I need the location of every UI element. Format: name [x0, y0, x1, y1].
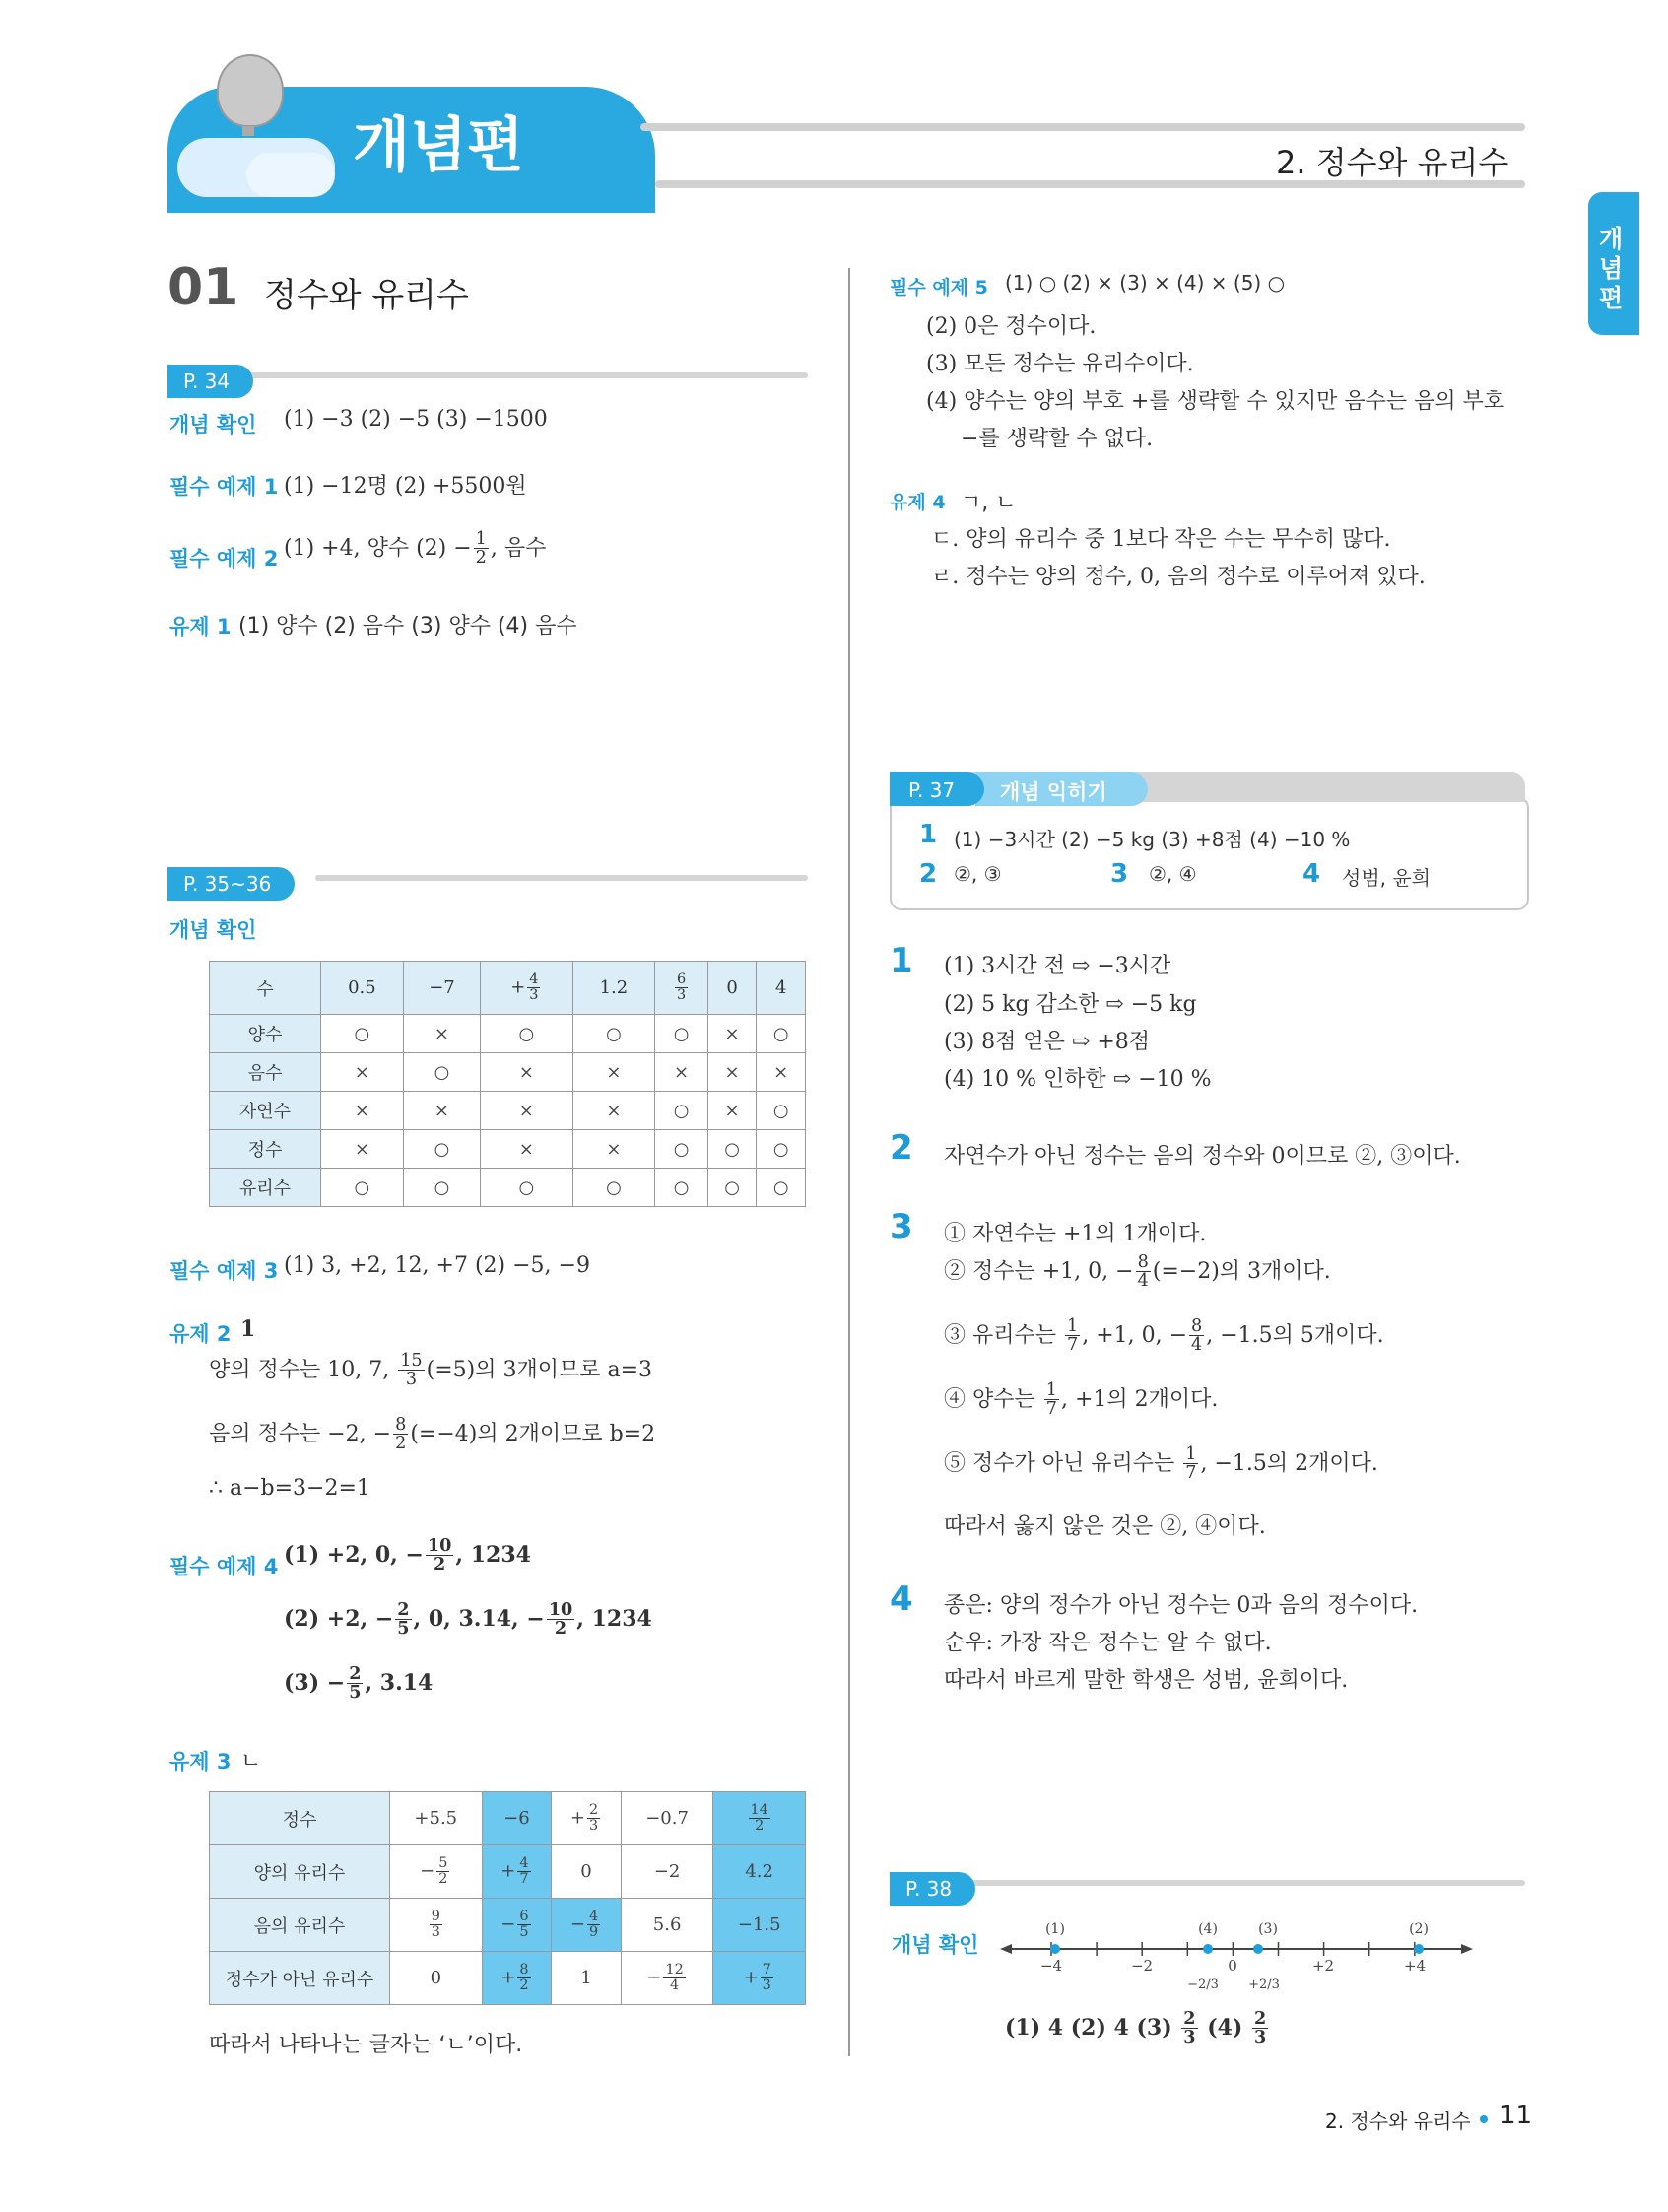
table-cell: ○ — [655, 1092, 707, 1130]
table-cell: ○ — [403, 1053, 480, 1092]
page-ref-bar-p34 — [167, 365, 808, 398]
solution-3-line-4: ④ 양수는 $\frac{1}{7}$ , +1의 2개이다. — [944, 1380, 1219, 1420]
table-cell: × — [403, 1092, 480, 1130]
point-dot-2 — [1414, 1944, 1424, 1954]
section-number: 01 — [167, 258, 239, 317]
box-answer-2: ②, ③ — [954, 862, 1002, 886]
point-label-1: (1) — [1045, 1921, 1065, 1937]
concept-check-label-3: 개념 확인 — [892, 1933, 979, 1957]
classification-table — [209, 961, 806, 1207]
practice-4-line-2: ㄹ. 정수는 양의 정수, 0, 음의 정수로 이루어져 있다. — [931, 565, 1426, 589]
example-5-line-4: (4) 양수는 양의 부호 +를 생략할 수 있지만 음수는 음의 부호 — [926, 389, 1505, 414]
table-row — [210, 1169, 806, 1207]
example-4-row-1: (1) +2, 0, − $\frac{10}{2}$ , 1234 — [284, 1535, 531, 1575]
box-num-4: 4 — [1302, 859, 1321, 889]
table-cell: ○ — [757, 1169, 806, 1207]
chapter-title: 2. 정수와 유리수 — [1276, 144, 1509, 181]
letter-table — [209, 1791, 806, 2005]
solution-4-number: 4 — [890, 1579, 913, 1619]
table-row — [210, 1130, 806, 1169]
table-cell: × — [481, 1130, 572, 1169]
solution-1-line-2: (2) 5 kg 감소한 ⇨ −5 kg — [944, 992, 1197, 1017]
practice-1-answer: (1) 양수 (2) 음수 (3) 양수 (4) 음수 — [238, 614, 577, 638]
solution-1-number: 1 — [890, 941, 913, 980]
example-4-label: 필수 예제 4 — [169, 1555, 279, 1578]
p37-box — [890, 796, 1529, 910]
table-cell: 5.6 — [621, 1899, 713, 1952]
practice-2-answer: 1 — [240, 1316, 256, 1342]
example-1-label: 필수 예제 1 — [169, 475, 279, 499]
solution-4-line-3: 따라서 바르게 말한 학생은 성범, 윤희이다. — [944, 1668, 1349, 1693]
table-cell: ○ — [655, 1015, 707, 1053]
tick-label-pos4: +4 — [1403, 1957, 1427, 1975]
number-line — [1000, 1911, 1473, 2010]
footer-dot-icon — [1480, 2115, 1488, 2123]
table-cell: × — [707, 1053, 757, 1092]
table-cell: ○ — [707, 1169, 757, 1207]
table-cell: 0 — [552, 1845, 622, 1899]
table-cell: $\frac{9}{3}$ — [390, 1899, 483, 1952]
solution-3-number: 3 — [890, 1207, 913, 1246]
tick-label-zero: 0 — [1228, 1957, 1237, 1975]
table-cell: ○ — [321, 1015, 404, 1053]
table-cell: ○ — [655, 1130, 707, 1169]
tick-label-pos2: +2 — [1311, 1957, 1335, 1975]
row-header-cell: 양수 — [210, 1015, 321, 1053]
table-cell: 0 — [390, 1952, 483, 2005]
balloon-basket-icon — [242, 126, 254, 136]
example-5-line-3: (3) 모든 정수는 유리수이다. — [926, 352, 1194, 376]
solution-1-line-1: (1) 3시간 전 ⇨ −3시간 — [944, 954, 1171, 978]
example-4-row-3: (3) − $\frac{2}{5}$ , 3.14 — [284, 1663, 434, 1704]
side-tab-label: 개념편 — [1599, 225, 1624, 312]
table-row — [210, 1792, 806, 1845]
example-5-line-2: (2) 0은 정수이다. — [926, 314, 1097, 339]
table-row — [210, 1952, 806, 2005]
table-header-cell: 1.2 — [572, 962, 655, 1015]
solution-3-line-1: ① 자연수는 +1의 1개이다. — [944, 1222, 1207, 1246]
tick-label-neg4: −4 — [1039, 1957, 1063, 1975]
table-cell: + $\frac{4}{7}$ — [482, 1845, 552, 1899]
table-cell: × — [321, 1053, 404, 1092]
table-cell: − $\frac{4}{9}$ — [552, 1899, 622, 1952]
table-cell: + $\frac{2}{3}$ — [552, 1792, 622, 1845]
row-header-cell: 정수 — [210, 1792, 390, 1845]
box-answer-1: (1) −3시간 (2) −5 kg (3) +8점 (4) −10 % — [954, 828, 1351, 851]
section-title: 정수와 유리수 — [264, 276, 469, 315]
table-cell: ○ — [403, 1169, 480, 1207]
table-row — [210, 1899, 806, 1952]
frac-label-neg: −2/3 — [1187, 1977, 1219, 1992]
table-cell: ○ — [481, 1015, 572, 1053]
table-cell: ○ — [757, 1130, 806, 1169]
practice-3-answer: ㄴ — [240, 1749, 262, 1774]
row-header-cell: 양의 유리수 — [210, 1845, 390, 1899]
table-cell: −2 — [621, 1845, 713, 1899]
table-cell: ○ — [572, 1015, 655, 1053]
practice-4-line-1: ㄷ. 양의 유리수 중 1보다 작은 수는 무수히 많다. — [931, 527, 1391, 552]
page-ref-p38: P. 38 — [890, 1872, 975, 1906]
table-cell: × — [655, 1053, 707, 1092]
example-5-line-5: −를 생략할 수 없다. — [961, 427, 1154, 451]
table-cell: +5.5 — [390, 1792, 483, 1845]
example-3-label: 필수 예제 3 — [169, 1259, 279, 1283]
header-line-top — [640, 123, 1525, 131]
table-cell: × — [321, 1092, 404, 1130]
table-cell: × — [481, 1092, 572, 1130]
point-dot-3 — [1253, 1944, 1263, 1954]
number-line-arrow-right — [1461, 1944, 1473, 1954]
box-num-1: 1 — [919, 820, 938, 849]
table-header-cell: 0 — [707, 962, 757, 1015]
table-cell: × — [481, 1053, 572, 1092]
footer-page-number: 11 — [1500, 2101, 1533, 2130]
table-cell: + $\frac{8}{2}$ — [482, 1952, 552, 2005]
table-cell: + $\frac{7}{3}$ — [713, 1952, 806, 2005]
cloud-decoration-2 — [246, 153, 335, 197]
banner-title: 개념편 — [353, 111, 524, 180]
practice-2-line-2: 음의 정수는 −2, − $\frac{8}{2}$ (=−4)의 2개이므로 b=2 — [209, 1415, 656, 1454]
page-ref-p37: P. 37 — [908, 778, 956, 802]
practice-2-line-3: ∴ a−b=3−2=1 — [209, 1476, 370, 1501]
table-cell: ○ — [757, 1092, 806, 1130]
page-ref-p35: P. 35~36 — [167, 867, 295, 901]
solution-3-line-6: 따라서 옳지 않은 것은 ②, ④이다. — [944, 1514, 1266, 1539]
practice-4-label: 유제 4 — [890, 492, 946, 513]
table-cell: × — [572, 1130, 655, 1169]
box-num-2: 2 — [919, 859, 938, 889]
p37-tab-label: 개념 익히기 — [1000, 780, 1107, 804]
practice-3-conclusion: 따라서 나타나는 글자는 ‘ㄴ’이다. — [209, 2033, 523, 2057]
solution-4-line-2: 순우: 가장 작은 정수는 알 수 없다. — [944, 1631, 1272, 1655]
practice-1-label: 유제 1 — [169, 615, 232, 638]
example-2-label: 필수 예제 2 — [169, 547, 279, 570]
page-ref-bar-p38 — [890, 1872, 1525, 1906]
row-header-cell: 유리수 — [210, 1169, 321, 1207]
practice-4-answer: ㄱ, ㄴ — [961, 491, 1017, 515]
balloon-icon — [217, 54, 284, 127]
number-line-arrow-left — [1000, 1944, 1012, 1954]
solution-3-line-2: ② 정수는 +1, 0, − $\frac{8}{4}$ (=−2)의 3개이다. — [944, 1252, 1331, 1292]
table-header-cell: $\frac{6}{3}$ — [655, 962, 707, 1015]
concept-check-label-2: 개념 확인 — [169, 918, 257, 942]
box-answer-3: ②, ④ — [1149, 862, 1197, 886]
column-divider — [848, 268, 850, 2056]
table-cell: × — [707, 1015, 757, 1053]
table-cell: ○ — [321, 1169, 404, 1207]
table-cell: −0.7 — [621, 1792, 713, 1845]
table-cell: × — [572, 1053, 655, 1092]
page-ref-bar-p35 — [167, 867, 808, 901]
table-cell: × — [572, 1092, 655, 1130]
table-header-cell: 수 — [210, 962, 321, 1015]
row-header-cell: 정수 — [210, 1130, 321, 1169]
box-num-3: 3 — [1110, 859, 1129, 889]
table-cell: ○ — [481, 1169, 572, 1207]
table-row — [210, 1015, 806, 1053]
solution-1-line-3: (3) 8점 얻은 ⇨ +8점 — [944, 1030, 1151, 1054]
row-header-cell: 음의 유리수 — [210, 1899, 390, 1952]
table-cell: × — [403, 1015, 480, 1053]
table-cell: 1 — [552, 1952, 622, 2005]
table-header-cell: 0.5 — [321, 962, 404, 1015]
row-header-cell: 음수 — [210, 1053, 321, 1092]
table-cell: ○ — [655, 1169, 707, 1207]
solution-3-line-3: ③ 유리수는 $\frac{1}{7}$ , +1, 0, − $\frac{8}{4}$ , −1.5의 5개이다. — [944, 1316, 1384, 1356]
table-cell: ○ — [403, 1130, 480, 1169]
point-label-3: (3) — [1258, 1921, 1278, 1937]
table-cell: × — [757, 1053, 806, 1092]
page-ref-p34: P. 34 — [167, 365, 253, 398]
example-1-answer: (1) −12명 (2) +5500원 — [284, 474, 527, 499]
p38-answers: (1) 4 (2) 4 (3) $\frac{2}{3}$ (4) $\frac{2}{3}$ — [1005, 2008, 1267, 2048]
point-dot-1 — [1050, 1944, 1060, 1954]
table-row — [210, 1845, 806, 1899]
solution-3-line-5: ⑤ 정수가 아닌 유리수는 $\frac{1}{7}$ , −1.5의 2개이다. — [944, 1444, 1378, 1484]
table-cell: ○ — [707, 1130, 757, 1169]
point-label-2: (2) — [1409, 1921, 1429, 1937]
concept-check-label: 개념 확인 — [169, 413, 257, 436]
example-4-row-2: (2) +2, − $\frac{2}{5}$ , 0, 3.14, − $\frac{10}{2}$ , 1234 — [284, 1599, 652, 1640]
example-5-answer: (1) ○ (2) × (3) × (4) × (5) ○ — [1005, 271, 1286, 295]
example-2-answer: (1) +4, 양수 (2) − $\frac{1}{2}$ , 음수 — [284, 529, 547, 569]
table-cell: − $\frac{5}{2}$ — [390, 1845, 483, 1899]
table-row — [210, 1053, 806, 1092]
box-answer-4: 성범, 윤희 — [1342, 866, 1431, 890]
table-header-cell: 4 — [757, 962, 806, 1015]
table-cell: $\frac{14}{2}$ — [713, 1792, 806, 1845]
table-cell: −1.5 — [713, 1899, 806, 1952]
table-cell: ○ — [572, 1169, 655, 1207]
concept-check-answer: (1) −3 (2) −5 (3) −1500 — [284, 407, 548, 432]
table-cell: −6 — [482, 1792, 552, 1845]
solution-2-text: 자연수가 아닌 정수는 음의 정수와 0이므로 ②, ③이다. — [944, 1144, 1461, 1169]
frac-label-pos: +2/3 — [1248, 1977, 1280, 1992]
table-cell: × — [321, 1130, 404, 1169]
table-header-cell: + $\frac{4}{3}$ — [481, 962, 572, 1015]
table-cell: − $\frac{12}{4}$ — [621, 1952, 713, 2005]
table-cell: − $\frac{6}{5}$ — [482, 1899, 552, 1952]
example-5-label: 필수 예제 5 — [890, 277, 988, 299]
practice-3-label: 유제 3 — [169, 1750, 232, 1774]
tick-label-neg2: −2 — [1130, 1957, 1154, 1975]
point-dot-4 — [1203, 1944, 1213, 1954]
solution-4-line-1: 종은: 양의 정수가 아닌 정수는 0과 음의 정수이다. — [944, 1593, 1419, 1618]
table-row — [210, 1092, 806, 1130]
solution-2-number: 2 — [890, 1128, 913, 1168]
table-cell: 4.2 — [713, 1845, 806, 1899]
example-3-answer: (1) 3, +2, 12, +7 (2) −5, −9 — [284, 1253, 590, 1278]
table-cell: ○ — [757, 1015, 806, 1053]
row-header-cell: 자연수 — [210, 1092, 321, 1130]
footer-chapter: 2. 정수와 유리수 — [1325, 2110, 1471, 2133]
point-label-4: (4) — [1198, 1921, 1218, 1937]
table-header-cell: −7 — [403, 962, 480, 1015]
solution-1-line-4: (4) 10 % 인하한 ⇨ −10 % — [944, 1067, 1212, 1092]
practice-2-label: 유제 2 — [169, 1322, 232, 1346]
practice-2-line-1: 양의 정수는 10, 7, $\frac{15}{3}$ (=5)의 3개이므로 a=3 — [209, 1351, 652, 1390]
table-cell: × — [707, 1092, 757, 1130]
row-header-cell: 정수가 아닌 유리수 — [210, 1952, 390, 2005]
